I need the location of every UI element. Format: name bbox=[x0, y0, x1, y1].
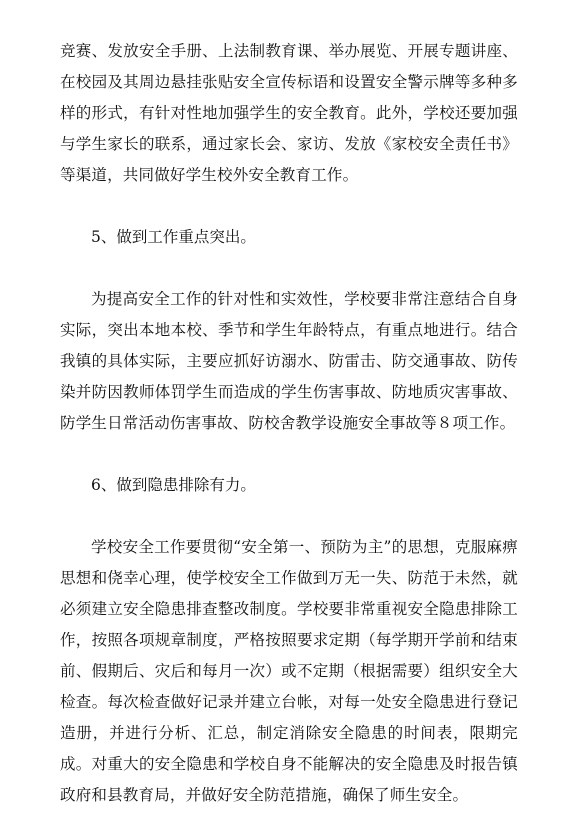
spacer bbox=[60, 439, 518, 470]
spacer bbox=[60, 253, 518, 284]
paragraph-hazard-removal: 学校安全工作要贯彻“安全第一、预防为主”的思想，克服麻痹思想和侥幸心理，使学校安全工作做到万无一失、防范于未然，就必须建立安全隐患排查整改制度。学校要非常重视安全隐患排除工作，按照各项规章制度，严格按照要求定期（每学期开学前和结束前、假期后、灾后和每月一次）或不定期（根据需要）组织安全大检查。每次检查做好记录并建立台帐，对每一处安全隐患进行登记造册，并进行分析、汇总，制定消除安全隐患的时间表，限期完成。对重大的安全隐患和学校自身不能解决的安全隐患及时报告镇政府和县教育局，并做好安全防范措施，确保了师生安全。 bbox=[60, 538, 518, 804]
spacer bbox=[60, 191, 518, 222]
section-heading-5: 5、做到工作重点突出。 bbox=[91, 228, 256, 246]
paragraph-key-points: 为提高安全工作的针对性和实效性，学校要非常注意结合自身实际，突出本地本校、季节和学生年龄特点，有重点地进行。结合我镇的具体实际，主要应抓好访溺水、防雷击、防交通事故、防传染并防因教师体罚学生而造成的学生伤害事故、防地质灾害事故、防学生日常活动伤害事故、防校舍教学设施安全事故等８项工作。 bbox=[60, 290, 518, 432]
paragraph-intro: 竞赛、发放安全手册、上法制教育课、举办展览、开展专题讲座、在校园及其周边悬挂张贴安全宣传标语和设置安全警示牌等多种多样的形式，有针对性地加强学生的安全教育。此外，学校还要加强与学生家长的联系，通过家长会、家访、发放《家校安全责任书》等渠道，共同做好学生校外安全教育工作。 bbox=[60, 42, 518, 184]
section-heading-6: 6、做到隐患排除有力。 bbox=[91, 476, 256, 494]
spacer bbox=[60, 501, 518, 532]
